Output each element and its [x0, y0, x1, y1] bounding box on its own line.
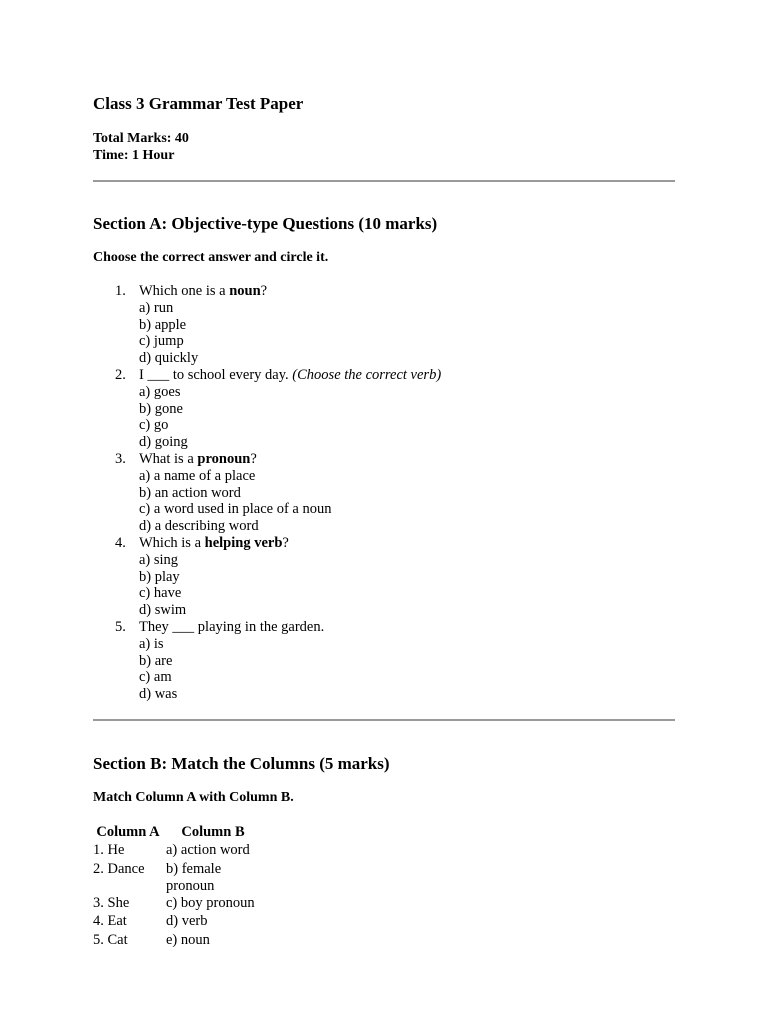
answer-option[interactable]: d) quickly: [139, 350, 199, 367]
answer-option[interactable]: a) a name of a place: [139, 467, 256, 484]
question-item: [93, 451, 441, 535]
answer-options: [139, 468, 441, 535]
divider-middle: [93, 719, 675, 721]
question-stem: [139, 451, 441, 468]
question-number: 3.: [115, 450, 126, 467]
question-number: 1.: [115, 283, 126, 299]
question-number: 5.: [115, 618, 126, 635]
column-a-item[interactable]: 4. Eat: [93, 913, 127, 929]
answer-option[interactable]: a) run: [139, 299, 174, 316]
question-text: I ___ to school every day.: [139, 366, 293, 383]
question-keyword: helping verb: [204, 534, 283, 551]
question-keyword: noun: [229, 283, 261, 299]
page-title: Class 3 Grammar Test Paper: [93, 94, 304, 113]
match-row: [93, 913, 263, 932]
answer-options: [139, 384, 441, 451]
question-keyword: pronoun: [197, 450, 251, 467]
answer-option[interactable]: d) a describing word: [139, 518, 259, 535]
question-text: Which one is a: [139, 283, 230, 299]
section-b-heading: Section B: Match the Columns (5 marks): [93, 754, 390, 773]
answer-options: [139, 636, 441, 703]
answer-option[interactable]: c) have: [139, 585, 182, 602]
question-number: 4.: [115, 534, 126, 551]
question-text-end: ?: [282, 534, 289, 551]
answer-option[interactable]: b) an action word: [139, 484, 241, 501]
question-stem: [139, 619, 441, 636]
divider-top: [93, 180, 675, 182]
answer-option[interactable]: a) sing: [139, 551, 179, 568]
answer-option[interactable]: c) am: [139, 669, 172, 686]
match-table-body: [93, 842, 263, 950]
column-b-item[interactable]: b) female pronoun: [166, 860, 222, 894]
question-stem: [139, 283, 441, 300]
question-item: [93, 535, 441, 619]
match-row: [93, 895, 263, 914]
answer-option[interactable]: c) jump: [139, 333, 184, 350]
question-list: [93, 283, 441, 703]
match-row: [93, 932, 263, 951]
column-b-header: Column B: [181, 824, 245, 840]
column-a-item[interactable]: 1. He: [93, 842, 125, 858]
answer-option[interactable]: b) gone: [139, 400, 183, 417]
question-hint: (Choose the correct verb): [292, 366, 442, 383]
question-stem: [139, 367, 441, 384]
column-a-header: Column A: [96, 824, 160, 840]
match-table: [93, 823, 263, 950]
question-text-end: ?: [250, 450, 257, 467]
question-item: [93, 283, 441, 367]
answer-option[interactable]: b) play: [139, 568, 180, 585]
answer-option[interactable]: a) goes: [139, 383, 181, 400]
column-a-item[interactable]: 3. She: [93, 894, 130, 911]
section-b-instruction: Match Column A with Column B.: [93, 790, 294, 805]
total-marks: Total Marks: 40: [93, 131, 189, 146]
column-b-item[interactable]: d) verb: [166, 913, 208, 929]
answer-option[interactable]: c) go: [139, 417, 169, 434]
column-b-item[interactable]: a) action word: [166, 842, 250, 858]
answer-option[interactable]: c) a word used in place of a noun: [139, 501, 332, 518]
column-a-item[interactable]: 5. Cat: [93, 931, 128, 948]
time-limit: Time: 1 Hour: [93, 148, 175, 163]
answer-option[interactable]: d) swim: [139, 602, 187, 619]
answer-options: [139, 300, 441, 367]
column-b-item[interactable]: e) noun: [166, 931, 210, 948]
answer-option[interactable]: d) going: [139, 434, 188, 451]
section-a-heading: Section A: Objective-type Questions (10 marks): [93, 214, 438, 233]
answer-option[interactable]: b) apple: [139, 316, 187, 333]
question-text: Which is a: [139, 534, 205, 551]
answer-options: [139, 552, 441, 619]
answer-option[interactable]: b) are: [139, 652, 173, 669]
section-a-instruction: Choose the correct answer and circle it.: [93, 250, 329, 265]
match-row: [93, 842, 263, 861]
match-table-header-row: [93, 823, 263, 842]
question-stem: [139, 535, 441, 552]
question-text-end: ?: [260, 283, 268, 299]
question-number: 2.: [115, 366, 126, 383]
match-row: [93, 861, 263, 895]
column-b-item[interactable]: c) boy pronoun: [166, 894, 255, 911]
question-item: [93, 619, 441, 703]
question-item: [93, 367, 441, 451]
question-text: They ___ playing in the garden.: [139, 618, 325, 635]
paper-meta: [93, 130, 189, 164]
answer-option[interactable]: d) was: [139, 686, 178, 703]
column-a-item[interactable]: 2. Dance: [93, 860, 145, 877]
question-text: What is a: [139, 450, 198, 467]
answer-option[interactable]: a) is: [139, 635, 164, 652]
